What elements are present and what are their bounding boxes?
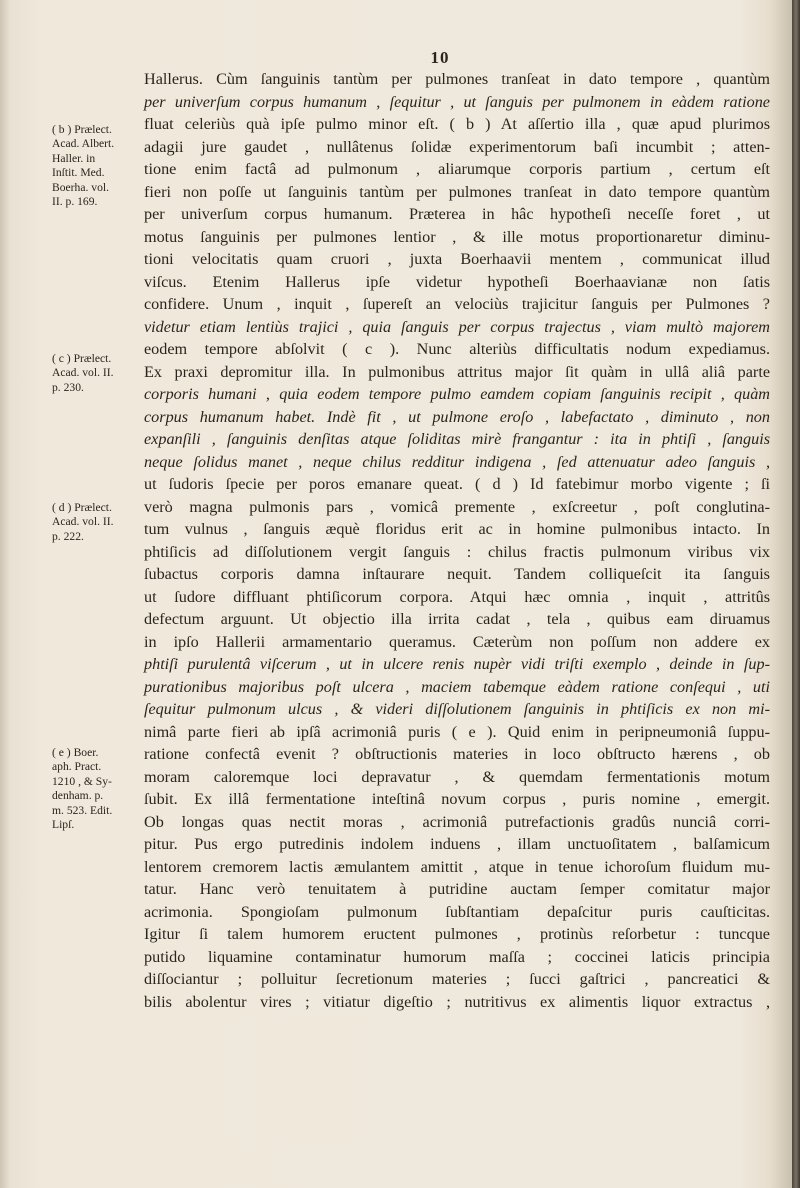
note-line: Lipſ. [52, 818, 75, 832]
note-line: ( e ) Boer. [52, 746, 99, 759]
text-line: purationibus majoribus poſt ulcera , maciem tabemque eàdem ratione conſequi , uti [144, 677, 770, 696]
text-line: nimâ parte fieri ab ipſâ acrimoniâ puris ( e ). Quid enim in peripneumoniâ ſuppu- [144, 722, 770, 741]
text-line: confidere. Unum , inquit , ſupereſt an velociùs trajicitur ſanguis per Pulmones ? [144, 295, 770, 313]
text-line: corporis humani , quia eodem tempore pulmo eamdem copiam ſanguinis recipit , quàm [144, 385, 770, 403]
text-line: phtiſicis ad diſſolutionem vergit ſanguis : chilus fractis pulmonum viribus vix [144, 542, 770, 561]
text-line: viſcus. Etenim Hallerus ipſe videtur hypotheſi Boerhaavianæ non ſatis [144, 272, 770, 291]
text-line: putido liquamine contaminatur humorum maſſa ; coccinei laticis principia [144, 947, 770, 966]
note-line: Inſtit. Med. [52, 166, 105, 180]
text-line: ſubit. Ex illâ fermentatione inteſtinâ novum corpus , puris nomine , emergit. [144, 790, 770, 808]
text-line: ut ſudoris ſpecie per poros emanare queat. ( d ) Id fatebimur morbo vigente ; ſi [144, 475, 770, 493]
text-line: corpus humanum habet. Indè fit , ut pulmone eroſo , labefactato , diminuto , non [144, 407, 770, 426]
note-line: Acad. Albert. [52, 137, 115, 151]
text-line: verò magna pulmonis pars , vomicâ premente , exſcreetur , poſt conglutina- [144, 497, 770, 516]
text-line: motus ſanguinis per pulmones lentior , & ille motus proportionaretur diminu- [144, 227, 770, 246]
text-line: in ipſo Hallerii armamentario queramus. Cæterùm non poſſum non addere ex [144, 632, 770, 651]
text-line: ratione confectâ evenit ? obſtructionis materies in loco obſtructo hærens , ob [144, 745, 770, 763]
text-line: bilis abolentur vires ; vitiatur digeſtio ; nutritivus ex alimentis liquor extractus , [144, 992, 770, 1011]
note-line: m. 523. Edit. [52, 803, 113, 817]
page-number: 10 [430, 48, 450, 67]
text-line: tione enim factâ ad pulmonum , aliarumque corporis partium , certum eſt [144, 160, 770, 178]
note-line: Haller. in [52, 151, 96, 165]
note-line: Acad. vol. II. [52, 366, 114, 380]
note-line: denham. p. [52, 789, 104, 803]
text-line: pitur. Pus ergo putredinis indolem induens , illam unctuoſitatem , balſamicum [144, 835, 770, 853]
note-line: II. p. 169. [52, 195, 98, 209]
text-line: tioni velocitatis quam cruori , juxta Boerhaavii mentem , communicat illud [144, 250, 770, 268]
marginal-note-e [52, 746, 144, 832]
note-line: ( d ) Prælect. [52, 501, 112, 514]
note-line: 1210 , & Sy- [52, 774, 112, 788]
text-line: lentorem cremorem lactis æmulantem amittit , atque in tenue ichoroſum fluidum mu- [144, 857, 770, 876]
text-line: per univerſum corpus humanum , ſequitur , ut ſanguis per pulmonem in eàdem ratione [144, 92, 770, 111]
note-line: Acad. vol. II. [52, 515, 114, 529]
note-line: Boerha. vol. [52, 180, 109, 194]
text-line: Hallerus. Cùm ſanguinis tantùm per pulmones tranſeat in dato tempore , quantùm [144, 70, 770, 88]
text-line: tum vulnus , ſanguis æquè floridus erit ac in homine pulmonibus intacto. In [144, 520, 770, 538]
text-line: ſubactus corporis damna inſtaurare nequit. Tandem colliqueſcit ita ſanguis [144, 565, 770, 583]
text-line: tatur. Hanc verò tenuitatem à putridine auctam ſemper comitatur major [144, 880, 770, 898]
text-line: defectum arguunt. Ut objectio illa irrita cadat , tela , quibus eam diruamus [144, 610, 770, 628]
text-line: fluat celeriùs quà ipſe pulmo minor eſt. ( b ) At aſſertio illa , quæ apud plurimos [144, 115, 770, 133]
text-line: expanſili , ſanguinis denſitas atque ſoliditas mirè frangantur : ita in phtiſi , ſanguis [144, 430, 770, 448]
text-line: ut ſudore diffluant phtiſicorum corpora. Atqui hæc omnia , inquit , attritûs [144, 587, 770, 606]
note-line: p. 222. [52, 529, 84, 543]
note-line: ( c ) Prælect. [52, 352, 112, 365]
text-line: Igitur ſi talem humorem eructent pulmones , protinùs reſorbetur : tuncque [144, 925, 770, 943]
body-text [144, 68, 770, 1013]
book-spine-edge [792, 0, 800, 1188]
text-line: fieri non poſſe ut ſanguinis tantùm per pulmones tranſeat in dato tempore quantùm [144, 182, 770, 201]
text-line: ſequitur pulmonum ulcus , & videri diſſolutionem ſanguinis in phtiſicis ex non mi- [144, 700, 770, 718]
text-line: moram caloremque loci depravatur , & quemdam fermentationis motum [144, 767, 770, 786]
note-line: p. 230. [52, 380, 84, 394]
text-line: neque ſolidus manet , neque chilus redditur indigena , ſed attenuatur adeo ſanguis , [144, 452, 770, 471]
text-line: phtiſi purulentâ viſcerum , ut in ulcere renis nupèr vidi triſti exemplo , deinde in ſup- [144, 655, 770, 673]
text-line: acrimonia. Spongioſam pulmonum ſubſtantiam depaſcitur puris cauſticitas. [144, 902, 770, 921]
marginal-note-b [52, 123, 144, 209]
text-line: per univerſum corpus humanum. Præterea in hâc hypotheſi neceſſe foret , ut [144, 205, 770, 223]
note-line: ( b ) Prælect. [52, 123, 112, 136]
text-line: diſſociantur ; polluitur ſecretionum materies ; ſucci gaſtrici , pancreatici & [144, 970, 770, 988]
text-line: adagii jure gaudet , nullâtenus ſolidæ experimentorum baſi incumbit ; atten- [144, 137, 770, 156]
text-line: eodem tempore abſolvit ( c ). Nunc alteriùs difficultatis nodum expediamus. [144, 340, 770, 358]
text-line: Ob longas quas nectit moras , acrimoniâ putrefactionis gradûs nunciâ corri- [144, 812, 770, 831]
text-line: videtur etiam lentiùs trajici , quia ſanguis per corpus trajectus , viam multò majorem [144, 317, 770, 336]
note-line: aph. Pract. [52, 760, 102, 774]
text-line: Ex praxi depromitur illa. In pulmonibus attritus major ſit quàm in ullâ aliâ parte [144, 362, 770, 381]
marginal-note-c [52, 352, 144, 395]
marginal-note-d [52, 501, 144, 544]
